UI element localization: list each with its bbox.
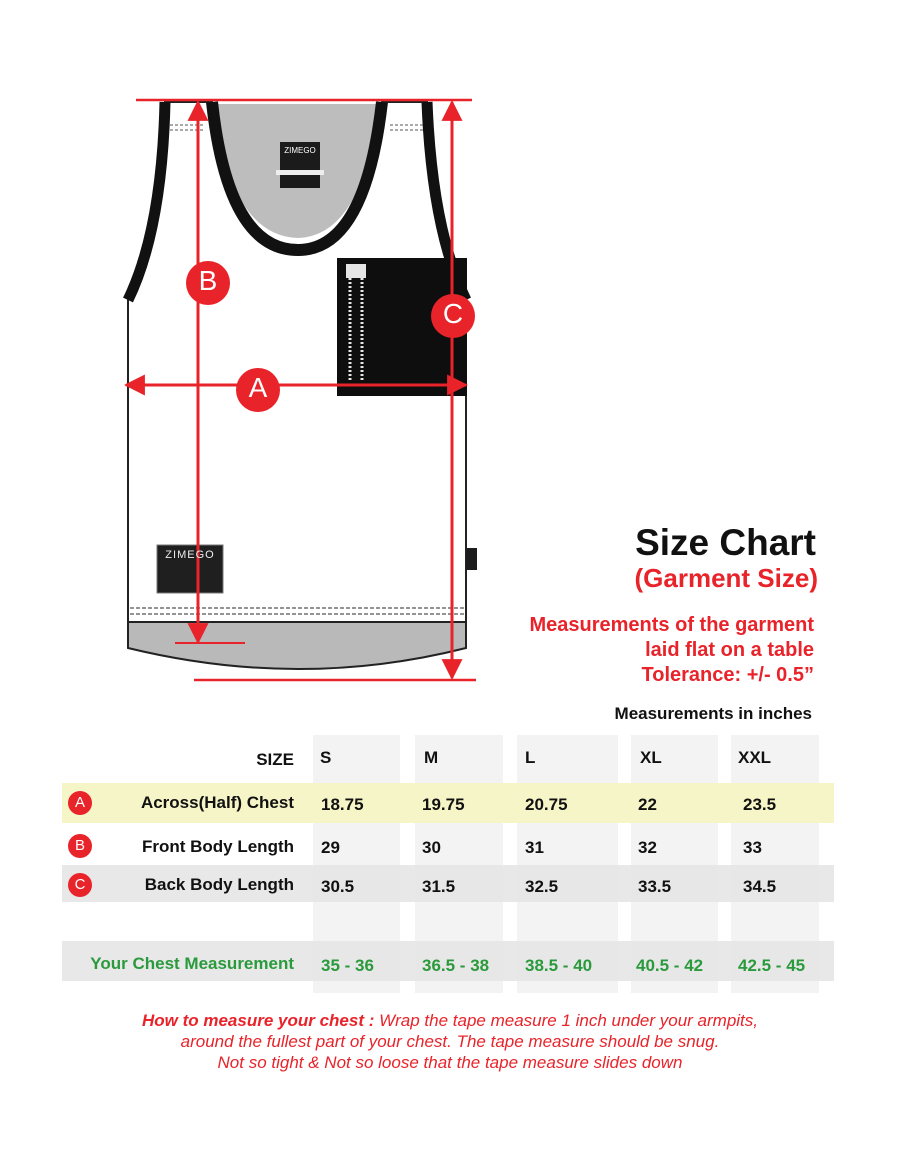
marker-a-letter: A	[248, 372, 268, 403]
row-c-marker: C	[68, 873, 92, 897]
chest-s: 35 - 36	[321, 956, 374, 975]
row-a-s: 18.75	[321, 795, 364, 814]
row-b-s: 29	[321, 838, 340, 857]
measure-note-line-1: Measurements of the garment	[529, 614, 814, 636]
hem-patch-text: ZIMEGO	[165, 549, 215, 561]
size-s: S	[320, 748, 332, 767]
how-to-line-3: Not so tight & Not so loose that the tape measure slides down	[217, 1053, 683, 1072]
measure-note-line-3: Tolerance: +/- 0.5”	[641, 664, 814, 686]
row-c-xl: 33.5	[638, 877, 672, 896]
row-c-s: 30.5	[321, 877, 355, 896]
size-l: L	[525, 748, 536, 767]
page-title: Size Chart	[635, 522, 816, 563]
row-a-l: 20.75	[525, 795, 568, 814]
row-a-xl: 22	[638, 795, 657, 814]
size-xxl: XXL	[738, 748, 772, 767]
row-c-xxl: 34.5	[743, 877, 777, 896]
size-header: SIZE	[256, 750, 294, 769]
row-a-marker: A	[68, 791, 92, 815]
side-tag	[466, 548, 477, 570]
row-a-m: 19.75	[422, 795, 465, 814]
hem-lining	[128, 622, 466, 669]
size-xl: XL	[640, 748, 662, 767]
units-note: Measurements in inches	[614, 704, 812, 723]
chest-xl: 40.5 - 42	[636, 956, 704, 975]
how-to-lead: How to measure your chest :	[141, 1011, 375, 1030]
row-a-label: Across(Half) Chest	[140, 793, 294, 812]
chest-label: Your Chest Measurement	[90, 954, 294, 973]
row-b-xl: 32	[638, 838, 657, 857]
how-to-measure	[0, 1010, 900, 1073]
marker-b-letter: B	[198, 265, 218, 296]
page-subtitle: (Garment Size)	[634, 563, 818, 593]
chest-m: 36.5 - 38	[422, 956, 490, 975]
row-c-label: Back Body Length	[144, 875, 294, 894]
how-to-line-1: Wrap the tape measure 1 inch under your armpits,	[374, 1011, 759, 1030]
neck-label-text: ZIMEGO	[284, 146, 316, 155]
measure-note-line-2: laid flat on a table	[645, 639, 814, 661]
row-c-l: 32.5	[525, 877, 559, 896]
row-b-m: 30	[422, 838, 441, 857]
how-to-line-2: around the fullest part of your chest. The tape measure should be snug.	[180, 1032, 720, 1051]
row-b-marker: B	[68, 834, 92, 858]
row-b-label: Front Body Length	[141, 837, 294, 856]
row-c-m: 31.5	[422, 877, 456, 896]
chest-l: 38.5 - 40	[525, 956, 593, 975]
row-a-xxl: 23.5	[743, 795, 777, 814]
marker-c-letter: C	[442, 298, 464, 329]
row-b-xxl: 33	[743, 838, 762, 857]
chest-xxl: 42.5 - 45	[738, 956, 806, 975]
row-b-l: 31	[525, 838, 544, 857]
size-m: M	[424, 748, 439, 767]
